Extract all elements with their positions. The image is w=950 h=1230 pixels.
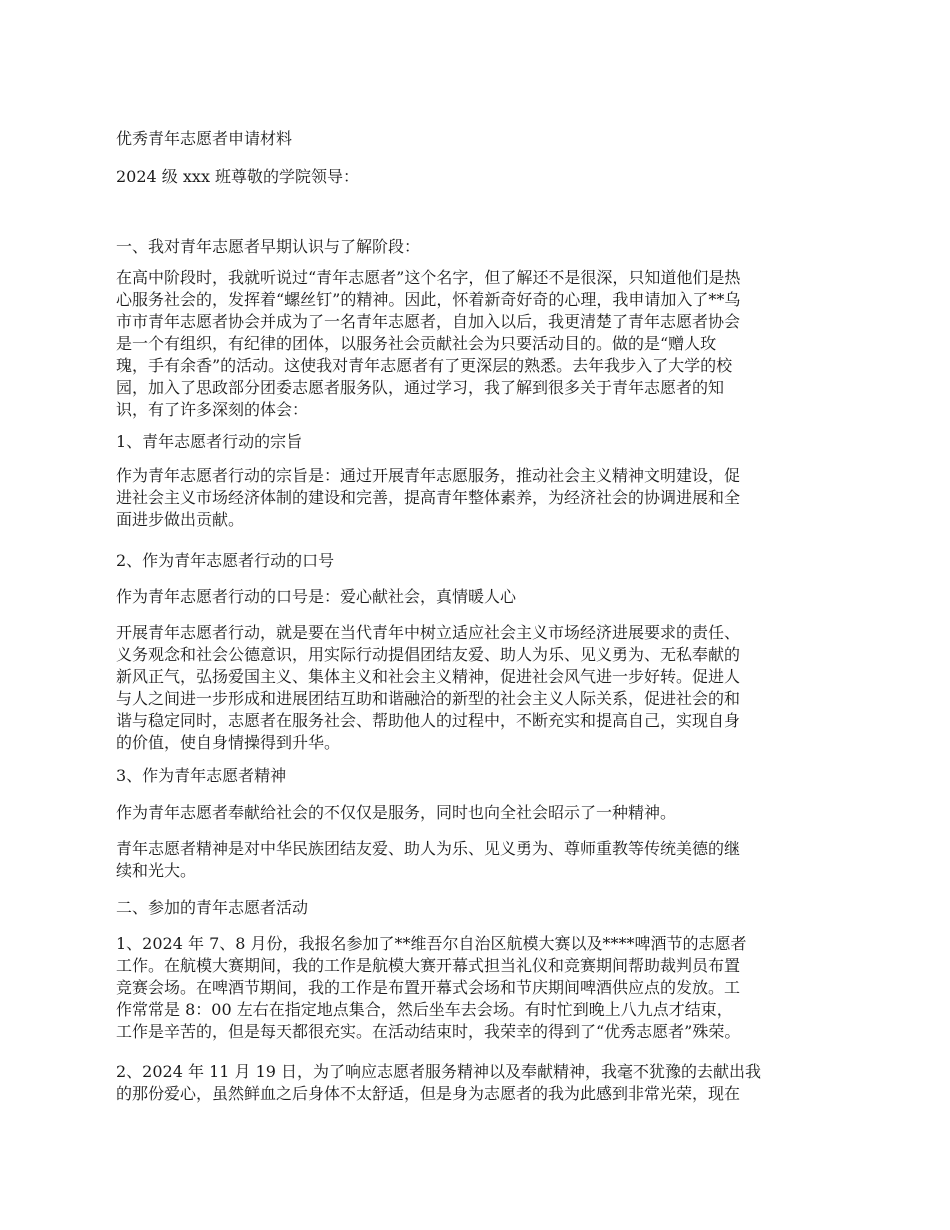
paragraph-line: 1、2024 年 7、8 月份，我报名参加了**维吾尔自治区航模大赛以及****啤酒节的志愿者 bbox=[116, 934, 747, 953]
section-heading: 2、作为青年志愿者行动的口号 bbox=[116, 551, 335, 570]
paragraph-line: 新风正气，弘扬爱国主义、集体主义和社会主义精神，促进社会风气进一步好转。促进人 bbox=[116, 667, 741, 686]
paragraph-line: 进社会主义市场经济体制的建设和完善，提高青年整体素养，为经济社会的协调进展和全 bbox=[116, 488, 741, 507]
paragraph-line: 面进步做出贡献。 bbox=[116, 510, 245, 529]
paragraph-line: 工作。在航模大赛期间，我的工作是航模大赛开幕式担当礼仪和竞赛期间帮助裁判员布置 bbox=[116, 956, 741, 975]
paragraph bbox=[116, 267, 838, 421]
paragraph-line: 开展青年志愿者行动，就是要在当代青年中树立适应社会主义市场经济进展要求的责任、 bbox=[116, 623, 741, 642]
paragraph-line: 义务观念和社会公德意识，用实际行动提倡团结友爱、助人为乐、见义勇为、无私奉献的 bbox=[116, 645, 741, 664]
paragraph-line: 工作是辛苦的，但是每天都很充实。在活动结束时，我荣幸的得到了“优秀志愿者”殊荣。 bbox=[116, 1022, 741, 1041]
paragraph-line: 心服务社会的，发挥着“螺丝钉”的精神。因此，怀着新奇好奇的心理，我申请加入了**乌 bbox=[116, 290, 741, 309]
section-heading: 一、我对青年志愿者早期认识与了解阶段： bbox=[116, 237, 421, 256]
paragraph bbox=[116, 802, 838, 824]
paragraph-line: 识，有了许多深刻的体会： bbox=[116, 400, 309, 419]
paragraph bbox=[116, 838, 838, 882]
paragraph-line: 作为青年志愿者行动的口号是：爱心献社会，真情暖人心 bbox=[116, 587, 517, 606]
salutation: 2024 级 xxx 班尊敬的学院领导： bbox=[116, 167, 360, 186]
paragraph-line: 市市青年志愿者协会并成为了一名青年志愿者，自加入以后，我更清楚了青年志愿者协会 bbox=[116, 312, 741, 331]
paragraph-line: 竞赛会场。在啤酒节期间，我的工作是布置开幕式会场和节庆期间啤酒供应点的发放。工 bbox=[116, 978, 741, 997]
paragraph-line: 作常常是 8：00 左右在指定地点集合，然后坐车去会场。有时忙到晚上八九点才结束， bbox=[116, 1000, 733, 1019]
paragraph bbox=[116, 622, 838, 754]
section-heading: 二、参加的青年志愿者活动 bbox=[116, 898, 309, 917]
section-heading: 3、作为青年志愿者精神 bbox=[116, 766, 287, 785]
paragraph bbox=[116, 1061, 838, 1105]
section-heading: 1、青年志愿者行动的宗旨 bbox=[116, 432, 303, 451]
paragraph-line: 青年志愿者精神是对中华民族团结友爱、助人为乐、见义勇为、尊师重教等传统美德的继 bbox=[116, 839, 741, 858]
paragraph-line: 与人之间进一步形成和进展团结互助和谐融洽的新型的社会主义人际关系，促进社会的和 bbox=[116, 689, 741, 708]
paragraph-line: 园，加入了思政部分团委志愿者服务队，通过学习，我了解到很多关于青年志愿者的知 bbox=[116, 378, 725, 397]
paragraph bbox=[116, 586, 838, 608]
paragraph-line: 谐与稳定同时，志愿者在服务社会、帮助他人的过程中，不断充实和提高自己，实现自身 bbox=[116, 711, 741, 730]
paragraph-line: 续和光大。 bbox=[116, 861, 197, 880]
paragraph-line: 的那份爱心，虽然鲜血之后身体不太舒适，但是身为志愿者的我为此感到非常光荣，现在 bbox=[116, 1084, 741, 1103]
paragraph-line: 在高中阶段时，我就听说过“青年志愿者”这个名字，但了解还不是很深，只知道他们是热 bbox=[116, 268, 741, 287]
document-title: 优秀青年志愿者申请材料 bbox=[116, 129, 293, 148]
paragraph-line: 瑰，手有余香”的活动。这使我对青年志愿者有了更深层的熟悉。去年我步入了大学的校 bbox=[116, 356, 733, 375]
paragraph-line: 的价值，使自身情操得到升华。 bbox=[116, 733, 341, 752]
paragraph-line: 作为青年志愿者行动的宗旨是：通过开展青年志愿服务，推动社会主义精神文明建设，促 bbox=[116, 466, 741, 485]
paragraph-line: 是一个有组织，有纪律的团体，以服务社会贡献社会为只要活动目的。做的是“赠人玫 bbox=[116, 334, 717, 353]
paragraph-line: 作为青年志愿者奉献给社会的不仅仅是服务，同时也向全社会昭示了一种精神。 bbox=[116, 803, 677, 822]
paragraph bbox=[116, 465, 838, 531]
paragraph bbox=[116, 933, 838, 1043]
paragraph-line: 2、2024 年 11 月 19 日，为了响应志愿者服务精神以及奉献精神，我毫不犹豫的去献出我 bbox=[116, 1062, 762, 1081]
